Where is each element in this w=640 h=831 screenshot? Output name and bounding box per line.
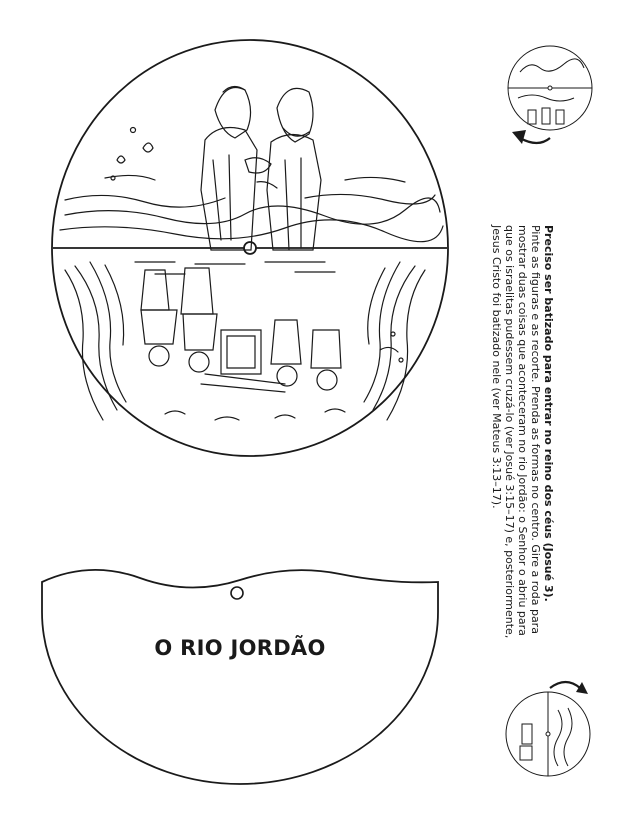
instructions xyxy=(490,225,555,645)
wheel-cutout xyxy=(45,30,455,460)
thumbnail-baptism-view xyxy=(498,670,598,780)
instructions-heading: Preciso ser batizado para entrar no reino dos céus (Josué 3). xyxy=(542,225,555,602)
baptism-scene xyxy=(60,86,443,250)
pin-hole-icon xyxy=(231,587,243,599)
curved-arrow-icon xyxy=(520,138,550,143)
pin-hole-icon xyxy=(244,242,256,254)
crossing-scene xyxy=(65,262,425,420)
base-cutout xyxy=(30,560,450,800)
curved-arrow-icon xyxy=(550,682,580,688)
instructions-body: Pinte as figuras e as recorte. Prenda as formas no centro. Gire a roda para mostrar duas coisas que aconteceram no rio Jordão: o Senhor o abriu para que os israelitas pudessem cruzá-lo (ver Josué 3:15–17) e, posteriormente, Jesus Cristo foi batizado nele (ver Mateus 3:13–17). xyxy=(490,225,542,639)
thumbnail-crossing-view xyxy=(498,40,598,155)
base-outline xyxy=(42,570,438,784)
base-title: O RIO JORDÃO xyxy=(154,636,326,660)
